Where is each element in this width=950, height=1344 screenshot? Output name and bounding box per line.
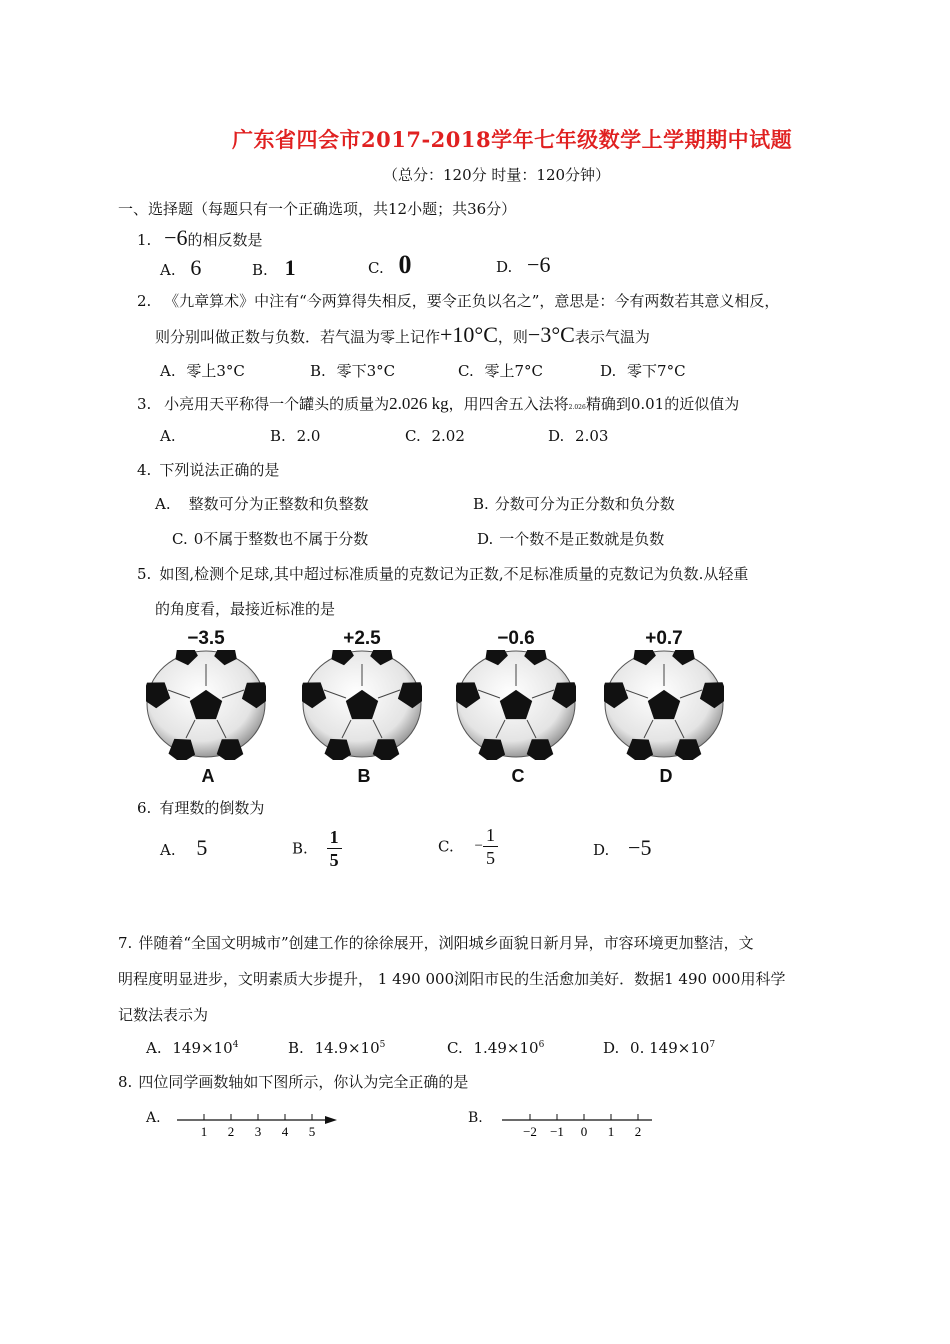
q1-option-a: A. 6 [160,255,202,280]
page-title: 广东省四会市2017-2018学年七年级数学上学期期中试题 [232,127,793,152]
question-2-line2: 则分别叫做正数与负数．若气温为零上记作+10°C，则−3°C表示气温为 [155,322,650,347]
question-5-line2: 的角度看，最接近标准的是 [155,600,336,618]
q7-option-d: D. 0. $149\times 10^7$ [603,1039,716,1057]
ball-option-letter: D [659,766,673,786]
q6-option-c: C. − $\frac{1}{5}$ [438,826,498,867]
ball-weight-label: −0.6 [497,628,535,649]
q7-option-c: C. $1.49\times 10^6$ [447,1039,545,1057]
axis-tick-label: 0 [580,1124,588,1139]
question-6: 6. 有理数的倒数为 [137,799,265,817]
axis-tick-label: 3 [254,1124,262,1139]
q3-option-d: D. 2.03 [548,427,609,445]
question-7-line3: 记数法表示为 [118,1006,209,1024]
q7-option-a: A. $149\times 10^4$ [146,1039,239,1057]
axis-tick-label: −1 [550,1124,564,1139]
question-3: 3. 小亮用天平称得一个罐头的质量为2.026 kg，用四舍五入法将2.026精确到0.01的近似值为 [137,394,740,413]
q2-option-c: C. 零上7°C [458,362,544,380]
q7-option-b: B. $14.9\times 10^5$ [288,1039,386,1057]
q1-option-c: C. 0 [368,250,412,279]
number-line-a [175,1108,345,1144]
q2-option-d: D. 零下7°C [600,362,686,380]
number-line-b [500,1108,660,1144]
question-8: 8. 四位同学画数轴如下图所示，你认为完全正确的是 [118,1073,469,1091]
ball-option-letter: B [357,766,371,786]
axis-tick-label: 2 [227,1124,235,1139]
axis-tick-label: 5 [308,1124,316,1139]
question-text: 的相反数是 [187,231,263,249]
ball-option-letter: C [511,766,525,786]
ball-weight-label: −3.5 [187,628,225,649]
axis-tick-label: 1 [200,1124,208,1139]
q4-option-a: A. 整数可分为正整数和负整数 [155,495,369,513]
q1-option-b: B. 1 [252,255,296,280]
question-1 [137,225,263,251]
q6-option-b: B. $\frac{1}{5}$ [292,828,342,869]
q4-option-c: C. 0不属于整数也不属于分数 [172,530,369,548]
axis-tick-label: 2 [634,1124,642,1139]
soccer-ball-icon [604,650,724,760]
question-7-line2: 明程度明显进步，文明素质大步提升， 1 490 000浏阳市民的生活愈加美好．数据1 490 000用科学 [118,970,786,988]
q8-option-b-label: B. [468,1110,483,1126]
q8-option-a-label: A. [146,1110,161,1126]
axis-tick-label: 4 [281,1124,289,1139]
axis-arrow-icon [325,1116,337,1124]
q4-option-d: D. 一个数不是正数就是负数 [477,530,665,548]
question-4: 4. 下列说法正确的是 [137,461,280,479]
question-number: 1. [137,231,152,249]
question-5: 5. 如图,检测个足球,其中超过标准质量的克数记为正数,不足标准质量的克数记为负数.从轻重 [137,565,749,583]
q6-option-a: A. 5 [160,835,208,860]
ball-weight-label: +0.7 [645,628,683,649]
q4-option-b: B. 分数可分为正分数和负分数 [473,495,675,513]
axis-tick-label: −2 [523,1124,537,1139]
soccer-ball-icon [456,650,576,760]
question-7: 7. 伴随着“全国文明城市”创建工作的徐徐展开，浏阳城乡面貌日新月异，市容环境更加整洁，文 [118,934,754,952]
q2-option-b: B. 零下3°C [310,362,396,380]
q3-option-b: B. 2.0 [270,427,321,445]
q3-option-c: C. 2.02 [405,427,465,445]
question-math: −6 [164,225,188,250]
question-2: 2. 《九章算术》中注有“今两算得失相反，要令正负以名之”，意思是：今有两数若其意义相反， [137,292,780,310]
page-subtitle: （总分：120分 时量：120分钟） [383,166,611,184]
q6-option-d: D. −5 [593,835,652,860]
soccer-ball-icon [302,650,422,760]
section-heading: 一、选择题（每题只有一个正确选项，共12小题；共36分） [118,200,517,218]
soccer-ball-icon [146,650,266,760]
q1-option-d: D. −6 [496,252,551,277]
q2-option-a: A. 零上3°C [160,362,245,380]
q3-option-a: A. [160,427,176,445]
axis-tick-label: 1 [607,1124,615,1139]
ball-option-letter: A [201,766,215,786]
ball-weight-label: +2.5 [343,628,381,649]
